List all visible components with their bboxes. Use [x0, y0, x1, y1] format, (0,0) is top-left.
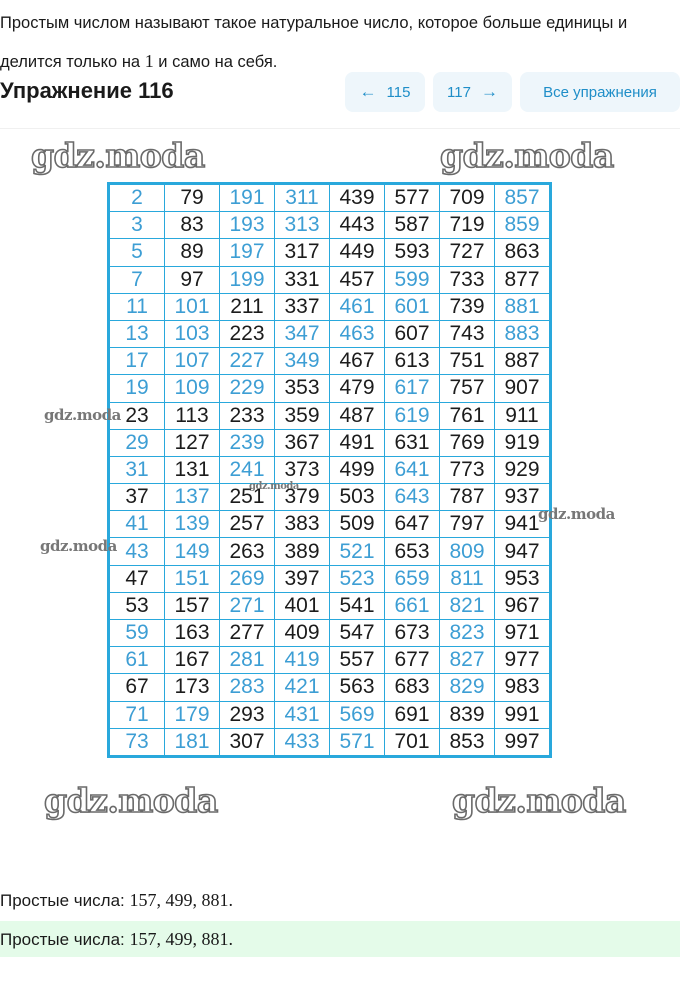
next-exercise-label: 117: [447, 83, 471, 101]
watermark-center-small: gdz.moda: [249, 481, 299, 492]
table-cell: 431: [275, 701, 330, 728]
table-row: [109, 647, 551, 674]
answer-text: [0, 890, 233, 911]
table-cell: 877: [495, 266, 551, 293]
watermark-top-right: gdz.moda: [440, 136, 614, 175]
table-cell: 43: [109, 538, 165, 565]
table-cell: 463: [330, 320, 385, 347]
table-cell: 631: [385, 429, 440, 456]
table-cell: 173: [165, 674, 220, 701]
table-cell: 709: [440, 184, 495, 212]
arrow-right-icon: →: [480, 82, 498, 101]
table-cell: 461: [330, 293, 385, 320]
table-cell: 677: [385, 647, 440, 674]
table-cell: 149: [165, 538, 220, 565]
table-cell: 337: [275, 293, 330, 320]
table-cell: 401: [275, 592, 330, 619]
table-cell: 229: [220, 375, 275, 402]
table-cell: 887: [495, 348, 551, 375]
table-cell: 977: [495, 647, 551, 674]
table-cell: 109: [165, 375, 220, 402]
table-cell: 967: [495, 592, 551, 619]
table-cell: 193: [220, 212, 275, 239]
table-cell: 367: [275, 429, 330, 456]
table-cell: 107: [165, 348, 220, 375]
table-cell: 691: [385, 701, 440, 728]
table-cell: 811: [440, 565, 495, 592]
table-row: [109, 701, 551, 728]
table-cell: 359: [275, 402, 330, 429]
table-row: [109, 429, 551, 456]
prev-exercise-label: 115: [386, 83, 411, 101]
table-cell: 907: [495, 375, 551, 402]
table-cell: 761: [440, 402, 495, 429]
table-cell: 853: [440, 728, 495, 756]
table-cell: 577: [385, 184, 440, 212]
table-cell: 241: [220, 456, 275, 483]
table-cell: 227: [220, 348, 275, 375]
table-cell: 139: [165, 511, 220, 538]
table-row: [109, 565, 551, 592]
table-cell: 37: [109, 484, 165, 511]
table-cell: 587: [385, 212, 440, 239]
table-cell: 89: [165, 239, 220, 266]
table-cell: 59: [109, 620, 165, 647]
table-cell: 331: [275, 266, 330, 293]
table-cell: 317: [275, 239, 330, 266]
table-cell: 991: [495, 701, 551, 728]
table-cell: 719: [440, 212, 495, 239]
table-row: [109, 728, 551, 756]
table-cell: 673: [385, 620, 440, 647]
table-cell: 67: [109, 674, 165, 701]
table-cell: 503: [330, 484, 385, 511]
table-cell: 557: [330, 647, 385, 674]
table-cell: 127: [165, 429, 220, 456]
table-cell: 53: [109, 592, 165, 619]
table-cell: 883: [495, 320, 551, 347]
table-cell: 757: [440, 375, 495, 402]
table-cell: 263: [220, 538, 275, 565]
table-cell: 563: [330, 674, 385, 701]
table-row: [109, 484, 551, 511]
table-cell: 829: [440, 674, 495, 701]
table-cell: 167: [165, 647, 220, 674]
table-cell: 881: [495, 293, 551, 320]
table-cell: 499: [330, 456, 385, 483]
table-row: [109, 348, 551, 375]
header-divider: [0, 128, 680, 129]
watermark-left-middle: gdz.moda: [44, 406, 121, 424]
all-exercises-button[interactable]: Все упражнения: [520, 72, 680, 112]
table-cell: 613: [385, 348, 440, 375]
table-cell: 23: [109, 402, 165, 429]
table-cell: 41: [109, 511, 165, 538]
table-cell: 181: [165, 728, 220, 756]
table-row: [109, 511, 551, 538]
table-cell: 733: [440, 266, 495, 293]
table-cell: 239: [220, 429, 275, 456]
table-cell: 599: [385, 266, 440, 293]
table-cell: 47: [109, 565, 165, 592]
table-cell: 347: [275, 320, 330, 347]
table-cell: 953: [495, 565, 551, 592]
page-title: Упражнение 116: [0, 78, 174, 103]
table-cell: 443: [330, 212, 385, 239]
exercise-header: [0, 72, 680, 112]
table-cell: 569: [330, 701, 385, 728]
table-cell: 11: [109, 293, 165, 320]
table-cell: 827: [440, 647, 495, 674]
table-cell: 311: [275, 184, 330, 212]
table-row: [109, 674, 551, 701]
table-cell: 71: [109, 701, 165, 728]
table-row: [109, 320, 551, 347]
primes-table: [107, 182, 552, 758]
table-cell: 3: [109, 212, 165, 239]
watermark-bottom-left: gdz.moda: [44, 781, 218, 820]
table-cell: 293: [220, 701, 275, 728]
table-cell: 373: [275, 456, 330, 483]
watermark-right-middle: gdz.moda: [538, 505, 615, 523]
table-row: [109, 239, 551, 266]
table-cell: 7: [109, 266, 165, 293]
table-cell: 223: [220, 320, 275, 347]
table-cell: 151: [165, 565, 220, 592]
table-cell: 113: [165, 402, 220, 429]
prev-exercise-button[interactable]: [345, 72, 425, 112]
table-cell: 947: [495, 538, 551, 565]
table-cell: 103: [165, 320, 220, 347]
table-cell: 383: [275, 511, 330, 538]
table-cell: 233: [220, 402, 275, 429]
answer-values: 157, 499, 881.: [129, 890, 233, 910]
table-row: [109, 620, 551, 647]
table-cell: 257: [220, 511, 275, 538]
table-cell: 683: [385, 674, 440, 701]
table-cell: 863: [495, 239, 551, 266]
answer-label: Простые числа:: [0, 891, 130, 910]
table-cell: 349: [275, 348, 330, 375]
table-cell: 73: [109, 728, 165, 756]
table-cell: 419: [275, 647, 330, 674]
table-cell: 797: [440, 511, 495, 538]
intro-math-one: 1: [144, 51, 154, 71]
table-cell: 467: [330, 348, 385, 375]
table-cell: 197: [220, 239, 275, 266]
table-cell: 659: [385, 565, 440, 592]
table-cell: 653: [385, 538, 440, 565]
table-cell: 523: [330, 565, 385, 592]
table-cell: 607: [385, 320, 440, 347]
table-cell: 17: [109, 348, 165, 375]
table-cell: 641: [385, 456, 440, 483]
table-cell: 751: [440, 348, 495, 375]
table-row: [109, 538, 551, 565]
intro-text-before: Простым числом называют такое натуральное число, которое больше единицы и делится только на: [0, 14, 628, 71]
table-cell: 857: [495, 184, 551, 212]
table-cell: 593: [385, 239, 440, 266]
table-row: [109, 184, 551, 212]
table-cell: 809: [440, 538, 495, 565]
table-cell: 941: [495, 511, 551, 538]
table-cell: 919: [495, 429, 551, 456]
table-cell: 743: [440, 320, 495, 347]
table-cell: 601: [385, 293, 440, 320]
table-cell: 269: [220, 565, 275, 592]
table-cell: 281: [220, 647, 275, 674]
table-cell: 397: [275, 565, 330, 592]
table-cell: 617: [385, 375, 440, 402]
table-cell: 643: [385, 484, 440, 511]
table-cell: 199: [220, 266, 275, 293]
table-cell: 79: [165, 184, 220, 212]
table-cell: 911: [495, 402, 551, 429]
table-cell: 701: [385, 728, 440, 756]
table-cell: 409: [275, 620, 330, 647]
table-cell: 571: [330, 728, 385, 756]
table-cell: 619: [385, 402, 440, 429]
table-cell: 727: [440, 239, 495, 266]
table-row: [109, 212, 551, 239]
table-cell: 983: [495, 674, 551, 701]
table-cell: 163: [165, 620, 220, 647]
table-row: [109, 266, 551, 293]
table-cell: 821: [440, 592, 495, 619]
answer-values: 157, 499, 881.: [129, 929, 233, 949]
table-cell: 101: [165, 293, 220, 320]
table-cell: 647: [385, 511, 440, 538]
table-cell: 773: [440, 456, 495, 483]
table-cell: 307: [220, 728, 275, 756]
table-cell: 191: [220, 184, 275, 212]
table-cell: 521: [330, 538, 385, 565]
table-row: [109, 456, 551, 483]
table-cell: 137: [165, 484, 220, 511]
table-cell: 929: [495, 456, 551, 483]
table-cell: 211: [220, 293, 275, 320]
table-row: [109, 592, 551, 619]
answer-label: Простые числа:: [0, 930, 130, 949]
table-cell: 131: [165, 456, 220, 483]
table-cell: 479: [330, 375, 385, 402]
table-cell: 13: [109, 320, 165, 347]
table-cell: 313: [275, 212, 330, 239]
table-cell: 769: [440, 429, 495, 456]
next-exercise-button[interactable]: [433, 72, 512, 112]
table-cell: 997: [495, 728, 551, 756]
table-cell: 839: [440, 701, 495, 728]
intro-text: [0, 4, 676, 81]
table-cell: 457: [330, 266, 385, 293]
table-cell: 251: [220, 484, 275, 511]
table-cell: 277: [220, 620, 275, 647]
table-cell: 509: [330, 511, 385, 538]
intro-text-after: и само на себя.: [153, 53, 278, 71]
table-cell: 97: [165, 266, 220, 293]
table-cell: 937: [495, 484, 551, 511]
table-row: [109, 402, 551, 429]
table-row: [109, 375, 551, 402]
table-cell: 61: [109, 647, 165, 674]
arrow-left-icon: ←: [359, 82, 377, 101]
table-cell: 2: [109, 184, 165, 212]
table-row: [109, 293, 551, 320]
table-cell: 859: [495, 212, 551, 239]
table-cell: 421: [275, 674, 330, 701]
table-cell: 541: [330, 592, 385, 619]
table-cell: 283: [220, 674, 275, 701]
table-cell: 5: [109, 239, 165, 266]
table-cell: 157: [165, 592, 220, 619]
table-cell: 491: [330, 429, 385, 456]
table-cell: 271: [220, 592, 275, 619]
table-cell: 31: [109, 456, 165, 483]
table-cell: 19: [109, 375, 165, 402]
table-cell: 379: [275, 484, 330, 511]
watermark-left-lower: gdz.moda: [40, 537, 117, 555]
table-cell: 971: [495, 620, 551, 647]
watermark-bottom-right: gdz.moda: [452, 781, 626, 820]
table-cell: 823: [440, 620, 495, 647]
table-cell: 439: [330, 184, 385, 212]
table-cell: 389: [275, 538, 330, 565]
table-cell: 179: [165, 701, 220, 728]
table-cell: 661: [385, 592, 440, 619]
table-cell: 787: [440, 484, 495, 511]
table-cell: 433: [275, 728, 330, 756]
watermark-top-left: gdz.moda: [31, 136, 205, 175]
answer-highlight-box: [0, 921, 680, 957]
table-cell: 547: [330, 620, 385, 647]
table-cell: 353: [275, 375, 330, 402]
table-cell: 487: [330, 402, 385, 429]
table-cell: 739: [440, 293, 495, 320]
table-cell: 449: [330, 239, 385, 266]
table-cell: 29: [109, 429, 165, 456]
table-cell: 83: [165, 212, 220, 239]
